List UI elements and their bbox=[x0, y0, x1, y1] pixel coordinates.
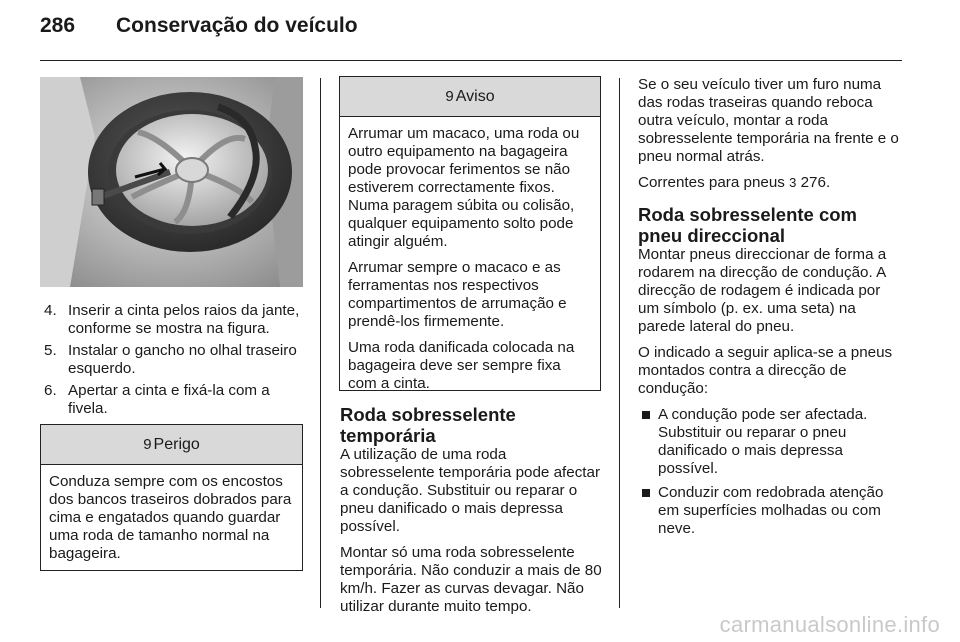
left-column bbox=[44, 302, 306, 422]
bullet-list bbox=[638, 406, 903, 538]
step-text: Instalar o gancho no olhal traseiro esquerdo. bbox=[68, 342, 297, 377]
page-number: 286 bbox=[40, 14, 76, 37]
body-paragraph: O indicado a seguir aplica-se a pneus montados contra a direcção de condução: bbox=[638, 344, 893, 397]
body-paragraph: Montar só uma roda sobresselente temporária. Não conduzir a mais de 80 km/h. Fazer as curvas devagar. Não utilizar durante muito tempo. bbox=[340, 544, 602, 615]
middle-column-text bbox=[340, 404, 604, 624]
warning-box-header bbox=[340, 77, 600, 117]
warning-box-title: Aviso bbox=[455, 88, 495, 105]
warning-triangle-icon: 9 bbox=[143, 436, 152, 453]
danger-box-title: Perigo bbox=[153, 436, 200, 453]
step-item bbox=[44, 302, 306, 338]
step-item bbox=[44, 382, 306, 418]
bullet-text: A condução pode ser afectada. Substituir ou reparar o pneu danificado o mais depressa possível. bbox=[658, 406, 868, 477]
column-divider-2 bbox=[619, 78, 620, 608]
section-title-temporary-spare: Roda sobresselente temporária bbox=[340, 404, 516, 446]
body-paragraph: A utilização de uma roda sobresselente temporária pode afectar a condução. Substituir ou reparar o pneu danificado o mais depressa possível. bbox=[340, 446, 601, 535]
bullet-square-icon bbox=[642, 411, 650, 419]
installation-steps bbox=[44, 302, 306, 418]
spare-wheel-photo bbox=[40, 77, 303, 287]
bullet-square-icon bbox=[642, 489, 650, 497]
right-column bbox=[638, 76, 903, 544]
step-text: Apertar a cinta e fixá-la com a fivela. bbox=[68, 382, 270, 417]
page-reference-icon: 3 bbox=[789, 175, 797, 190]
list-item bbox=[638, 484, 903, 538]
step-number: 5. bbox=[44, 342, 57, 359]
xref-text: Correntes para pneus bbox=[638, 174, 785, 191]
bullet-text: Conduzir com redobrada atenção em superfícies molhadas ou com neve. bbox=[658, 484, 884, 537]
cross-reference bbox=[638, 174, 903, 192]
step-item bbox=[44, 342, 306, 378]
page-title: Conservação do veículo bbox=[116, 14, 358, 37]
warning-paragraph: Uma roda danificada colocada na bagageira deve ser sempre fixa com a cinta. bbox=[348, 339, 575, 392]
warning-paragraph: Arrumar sempre o macaco e as ferramentas nos respectivos compartimentos de arrumação e prendê-los firmemente. bbox=[348, 259, 567, 330]
step-number: 6. bbox=[44, 382, 57, 399]
body-paragraph: Montar pneus direccionar de forma a rodarem na direcção de condução. A direcção de rodagem é indicada por um símbolo (p. ex. uma seta) na parede lateral do pneu. bbox=[638, 246, 887, 335]
danger-box-header bbox=[41, 425, 302, 465]
step-number: 4. bbox=[44, 302, 57, 319]
step-text: Inserir a cinta pelos raios da jante, conforme se mostra na figura. bbox=[68, 302, 300, 337]
watermark: carmanualsonline.info bbox=[719, 612, 940, 637]
list-item bbox=[638, 406, 903, 478]
section-title-directional-tyre: Roda sobresselente com pneu direccional bbox=[638, 204, 857, 246]
xref-page-link[interactable]: 276. bbox=[800, 174, 831, 191]
danger-box bbox=[40, 424, 303, 571]
danger-box-text: Conduza sempre com os encostos dos bancos traseiros dobrados para cima e engatados quando guardar uma roda de tamanho normal na bagageira. bbox=[49, 473, 292, 562]
warning-triangle-icon: 9 bbox=[445, 88, 454, 105]
warning-box bbox=[339, 76, 601, 391]
body-paragraph: Se o seu veículo tiver um furo numa das rodas traseiras quando reboca outra veículo, montar a roda sobresselente temporária na frente e o pneu normal atrás. bbox=[638, 76, 899, 165]
header-rule bbox=[40, 60, 902, 61]
warning-paragraph: Arrumar um macaco, uma roda ou outro equipamento na bagageira pode provocar ferimentos se não estiverem correctamente fixos. Numa paragem súbita ou colisão, qualquer equipamento solto pode atingir alguém. bbox=[348, 125, 580, 250]
column-divider-1 bbox=[320, 78, 321, 608]
page-header bbox=[40, 14, 358, 38]
